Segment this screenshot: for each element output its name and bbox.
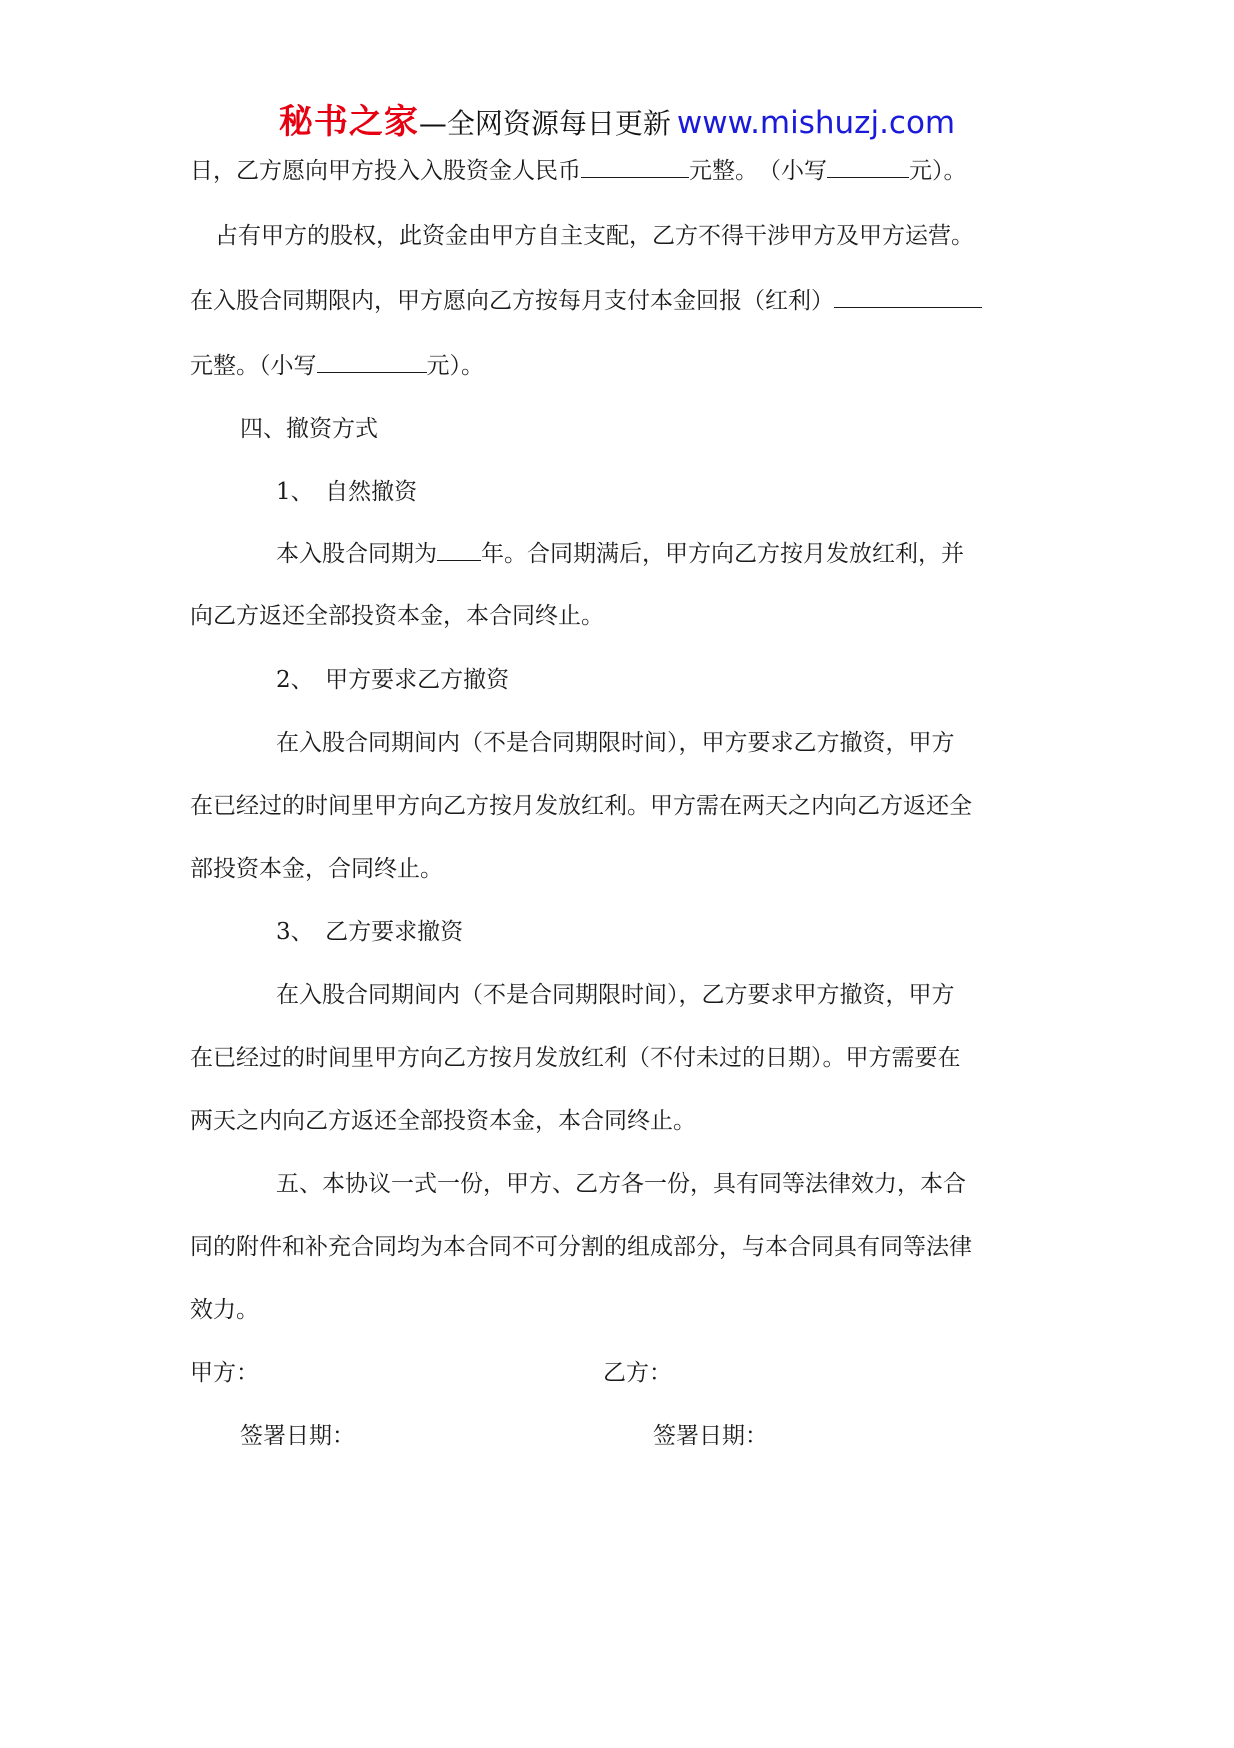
investment-amount-line [190, 155, 967, 187]
section-4-1-heading: 1、 自然撤资 [276, 479, 418, 505]
dividend-clause-text: 在入股合同期限内，甲方愿向乙方按每月支付本金回报（红利） [190, 288, 834, 314]
header-tagline: —全网资源每日更新 [418, 107, 671, 140]
section-5-para-line3: 效力。 [190, 1297, 259, 1323]
section-4-1-para-line2: 向乙方返还全部投资本金，本合同终止。 [190, 603, 604, 629]
section-4-heading: 四、撤资方式 [240, 416, 378, 442]
amount-lowercase-blank [827, 155, 909, 178]
dividend-amount-line [190, 350, 484, 382]
term-rest-text: 年。合同期满后，甲方向乙方按月发放红利，并 [481, 541, 964, 567]
section-4-1-para-line1 [276, 538, 964, 570]
investment-amount-text: 日，乙方愿向甲方投入入股资金人民币 [190, 158, 581, 184]
section-4-3-para-line2: 在已经过的时间里甲方向乙方按月发放红利（不付未过的日期）。甲方需要在 [190, 1045, 961, 1071]
party-a-sign-date-label: 签署日期： [240, 1423, 355, 1449]
section-4-2-para-line1: 在入股合同期间内（不是合同期限时间），甲方要求乙方撤资，甲方 [276, 730, 955, 756]
amount-blank [581, 155, 689, 178]
party-b-sign-date-label: 签署日期： [653, 1423, 768, 1449]
section-5-para-line2: 同的附件和补充合同均为本合同不可分割的组成部分，与本合同具有同等法律 [190, 1234, 972, 1260]
amount-close-text: 元）。 [909, 158, 967, 184]
party-a-label: 甲方： [190, 1360, 259, 1386]
section-4-2-para-line3: 部投资本金，合同终止。 [190, 856, 443, 882]
section-5-para-line1: 五、本协议一式一份，甲方、乙方各一份，具有同等法律效力，本合 [276, 1171, 966, 1197]
equity-clause-line: 占有甲方的股权，此资金由甲方自主支配，乙方不得干涉甲方及甲方运营。 [215, 223, 974, 249]
term-text: 本入股合同期为 [276, 541, 437, 567]
dividend-close-text: 元）。 [426, 353, 484, 379]
term-years-blank [437, 538, 481, 561]
section-4-3-para-line1: 在入股合同期间内（不是合同期限时间），乙方要求甲方撤资，甲方 [276, 982, 955, 1008]
watermark-header [0, 102, 1234, 148]
section-4-3-para-line3: 两天之内向乙方返还全部投资本金，本合同终止。 [190, 1108, 696, 1134]
dividend-blank [834, 285, 982, 308]
amount-unit-text: 元整。 （小写 [689, 158, 827, 184]
section-4-3-heading: 3、 乙方要求撤资 [276, 919, 464, 945]
header-url: www.mishuzj.com [676, 105, 956, 141]
dividend-clause-line [190, 285, 982, 317]
party-b-label: 乙方： [603, 1360, 672, 1386]
section-4-2-heading: 2、 甲方要求乙方撤资 [276, 667, 510, 693]
brand-name: 秘书之家 [278, 102, 419, 142]
dividend-lowercase-blank [317, 350, 427, 373]
section-4-2-para-line2: 在已经过的时间里甲方向乙方按月发放红利。甲方需在两天之内向乙方返还全 [190, 793, 972, 819]
dividend-unit-text: 元整。（小写 [190, 353, 317, 379]
